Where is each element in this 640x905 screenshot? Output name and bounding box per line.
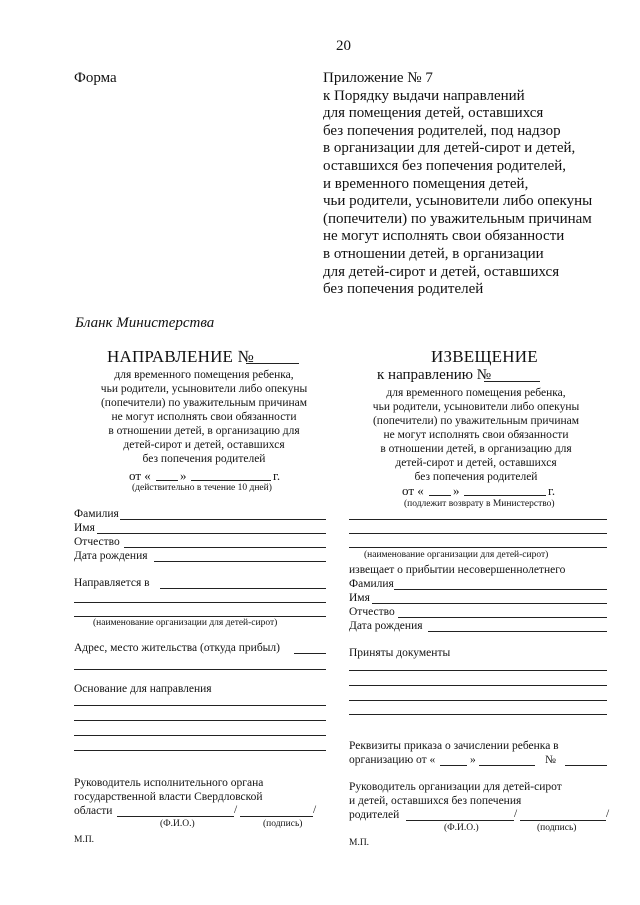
right-surname-field[interactable] — [394, 589, 607, 590]
left-purpose-line: без попечения родителей — [142, 453, 266, 465]
left-name-label: Имя — [74, 522, 95, 534]
left-fio-caption: (Ф.И.О.) — [160, 819, 195, 829]
right-org-field-1[interactable] — [349, 519, 607, 520]
appendix-line: оставшихся без попечения родителей, — [323, 157, 567, 174]
appendix-line: чьи родители, усыновители либо опекуны — [323, 193, 593, 210]
left-org-caption: (наименование организации для детей-сирот) — [93, 618, 278, 628]
right-return-note: (подлежит возврату в Министерство) — [404, 499, 555, 509]
right-date-mid: » — [453, 483, 460, 498]
left-date-mid: » — [180, 468, 187, 483]
left-purpose-line: (попечители) по уважительным причинам — [100, 397, 308, 409]
left-sent-to-field-2[interactable] — [74, 602, 326, 603]
left-validity-note: (действительно в течение 10 дней) — [132, 483, 272, 493]
right-signature-field[interactable] — [520, 820, 606, 821]
left-date-year: г. — [273, 468, 281, 483]
left-head-line: государственной власти Свердловской — [74, 791, 263, 803]
right-order-month-field[interactable] — [479, 765, 535, 766]
right-purpose-line: детей-сирот и детей, оставшихся — [395, 457, 557, 469]
appendix-line: в организации для детей-сирот и детей, — [323, 140, 576, 157]
left-patronymic-label: Отчество — [74, 536, 120, 548]
left-signature-field[interactable] — [240, 816, 313, 817]
right-org-field-3[interactable] — [349, 547, 607, 548]
left-basis-field-3[interactable] — [74, 735, 326, 736]
ministry-blank-label: Бланк Министерства — [75, 315, 215, 331]
right-date-year: г. — [548, 483, 556, 498]
left-number-field[interactable] — [246, 363, 299, 364]
right-number-field[interactable] — [484, 381, 540, 382]
page-number: 20 — [336, 38, 351, 54]
right-patronymic-label: Отчество — [349, 606, 395, 618]
right-docs-field-1[interactable] — [349, 670, 607, 671]
right-subtitle: к направлению № — [377, 367, 492, 383]
left-head-line: Руководитель исполнительного органа — [74, 777, 264, 789]
left-purpose-line: не могут исполнять свои обязанности — [111, 411, 297, 423]
right-order-num-label: № — [545, 754, 556, 766]
appendix-line: не могут исполнять свои обязанности — [323, 228, 565, 245]
left-fio-field[interactable] — [117, 816, 234, 817]
left-sent-to-field[interactable] — [160, 588, 326, 589]
left-date-from: от « — [129, 468, 151, 483]
right-head-line: Руководитель организации для детей-сирот — [349, 781, 562, 793]
right-purpose-line: без попечения родителей — [414, 471, 538, 483]
left-date-day-field[interactable] — [156, 480, 178, 481]
appendix-line: для детей-сирот и детей, оставшихся — [323, 263, 560, 280]
right-docs-field-3[interactable] — [349, 700, 607, 701]
left-address-field-2[interactable] — [74, 669, 326, 670]
right-purpose-line: не могут исполнять свои обязанности — [383, 429, 569, 441]
right-docs-label: Приняты документы — [349, 647, 451, 659]
right-order-line1: Реквизиты приказа о зачислении ребенка в — [349, 740, 559, 752]
left-basis-label: Основание для направления — [74, 683, 212, 695]
left-surname-field[interactable] — [120, 519, 326, 520]
right-purpose-line: для временного помещения ребенка, — [386, 387, 566, 399]
right-date-day-field[interactable] — [429, 495, 451, 496]
appendix-block — [323, 70, 592, 299]
left-patronymic-field[interactable] — [124, 547, 326, 548]
right-org-caption: (наименование организации для детей-сирот) — [364, 550, 549, 560]
right-purpose-line: в отношении детей, в организацию для — [380, 443, 572, 455]
appendix-line: для помещения детей, оставшихся — [323, 105, 544, 122]
right-birth-date-label: Дата рождения — [349, 620, 423, 632]
right-notifies: извещает о прибытии несовершеннолетнего — [349, 564, 566, 576]
left-sent-to-field-3[interactable] — [74, 616, 326, 617]
right-surname-label: Фамилия — [349, 578, 394, 590]
right-title: ИЗВЕЩЕНИЕ — [431, 347, 538, 366]
left-address-field[interactable] — [294, 653, 326, 654]
right-purpose-line: чьи родители, усыновители либо опекуны — [372, 401, 580, 413]
right-stamp: М.П. — [349, 838, 370, 848]
right-purpose — [346, 386, 606, 484]
left-stamp: М.П. — [74, 835, 95, 845]
left-region-label: области — [74, 805, 113, 817]
right-date-from: от « — [402, 483, 424, 498]
right-docs-field-2[interactable] — [349, 685, 607, 686]
right-order-line2-a: организацию от « — [349, 754, 436, 766]
appendix-line: без попечения родителей, под надзор — [323, 122, 561, 139]
appendix-line: без попечения родителей — [323, 281, 484, 298]
right-signature-caption: (подпись) — [537, 823, 577, 833]
appendix-line: в отношении детей, в организации — [323, 245, 544, 262]
right-slash: / — [514, 808, 518, 820]
left-name-field[interactable] — [97, 533, 326, 534]
left-signature-caption: (подпись) — [263, 819, 303, 829]
right-order-day-field[interactable] — [440, 765, 467, 766]
right-date-month-field[interactable] — [464, 495, 546, 496]
appendix-line: и временного помещения детей, — [323, 175, 529, 192]
left-basis-field-2[interactable] — [74, 720, 326, 721]
form-label: Форма — [74, 70, 117, 86]
right-slash: / — [606, 808, 610, 820]
right-head-line: и детей, оставшихся без попечения — [349, 795, 522, 807]
right-name-label: Имя — [349, 592, 370, 604]
left-purpose-line: в отношении детей, в организацию для — [108, 425, 300, 437]
left-basis-field-1[interactable] — [74, 705, 326, 706]
left-title: НАПРАВЛЕНИЕ № — [107, 347, 255, 366]
left-sent-to-label: Направляется в — [74, 577, 150, 589]
right-fio-field[interactable] — [406, 820, 514, 821]
left-purpose-line: для временного помещения ребенка, — [114, 369, 294, 381]
right-purpose-line: (попечители) по уважительным причинам — [372, 415, 580, 427]
appendix-line: (попечители) по уважительным причинам — [323, 210, 592, 227]
right-birth-date-field[interactable] — [428, 631, 607, 632]
appendix-line: Приложение № 7 — [323, 70, 433, 86]
left-basis-field-4[interactable] — [74, 750, 326, 751]
right-order-line2-b: » — [470, 754, 476, 766]
left-birth-date-field[interactable] — [154, 561, 326, 562]
right-patronymic-field[interactable] — [398, 617, 607, 618]
right-org-field-2[interactable] — [349, 533, 607, 534]
right-parents-label: родителей — [349, 809, 400, 821]
left-date-month-field[interactable] — [191, 480, 271, 481]
appendix-line: к Порядку выдачи направлений — [323, 87, 525, 104]
left-slash: / — [234, 804, 238, 816]
left-purpose — [74, 368, 334, 466]
right-order-num-field[interactable] — [565, 765, 607, 766]
left-birth-date-label: Дата рождения — [74, 550, 148, 562]
right-docs-field-4[interactable] — [349, 714, 607, 715]
right-name-field[interactable] — [372, 603, 607, 604]
left-surname-label: Фамилия — [74, 508, 119, 520]
left-purpose-line: детей-сирот и детей, оставшихся — [123, 439, 285, 451]
right-fio-caption: (Ф.И.О.) — [444, 823, 479, 833]
left-slash: / — [313, 804, 317, 816]
left-purpose-line: чьи родители, усыновители либо опекуны — [100, 383, 308, 395]
left-address-label: Адрес, место жительства (откуда прибыл) — [74, 642, 280, 654]
